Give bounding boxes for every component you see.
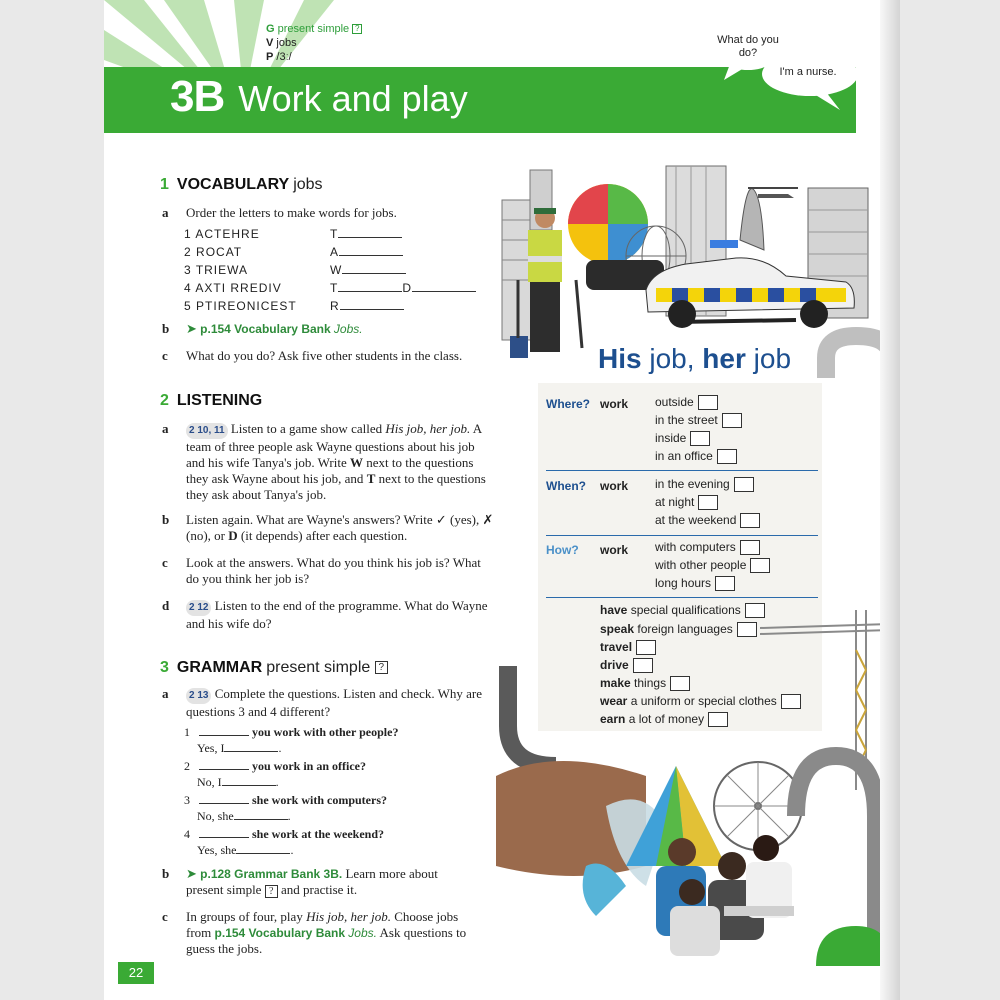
where-item-inside: inside [655,431,710,446]
answer-checkbox[interactable] [740,513,760,528]
game-title: His job, her job [598,343,792,374]
divider [546,535,818,536]
answer-checkbox[interactable] [690,431,710,446]
section-vocabulary-heading: 1 VOCABULARY jobs [160,176,323,193]
divider [546,597,818,598]
answer-checkbox[interactable] [737,622,757,637]
bubble-answer: I'm a nurse. [779,66,837,78]
audio-track-icon[interactable]: 2 13 [186,688,211,704]
textbook-page [104,0,892,1000]
vocab-b: b ➤ p.154 Vocabulary Bank Jobs. [162,321,363,336]
divider [546,470,818,471]
page-edge-shadow [880,0,900,1000]
vocab-answer-1[interactable]: T [330,227,402,241]
where-item-outside: outside [655,395,718,410]
how-label: How? [546,543,579,557]
grammar-bank-link[interactable]: p.128 Grammar Bank 3B. [200,867,343,881]
listening-a: a 2 10, 11 Listen to a game show called His job, her job. A team of three people ask Wayne questions about his job and his wife Tanya's job. Write W next to the questions they ask Wayne about his job, and T next to the questions they ask about Tanya's job. [162,421,486,502]
grammar-a: a 2 13 Complete the questions. Listen and check. Why are questions 3 and 4 different? [162,686,482,719]
answer-checkbox[interactable] [636,640,656,655]
answer-checkbox[interactable] [750,558,770,573]
vocab-answer-3[interactable]: W [330,263,406,277]
vocab-word-5: 5 PTIREONICEST [184,299,297,313]
question-box-icon: ? [265,885,278,898]
vocab-word-2: 2 ROCAT [184,245,243,259]
question-box-icon: ? [352,24,362,34]
unit-title-text: Work and play [238,78,468,119]
when-item-night: at night [655,495,718,510]
other-item-travel: travel [600,640,656,655]
unit-number: 3B [170,72,225,121]
answer-checkbox[interactable] [698,395,718,410]
section-listening-heading: 2 LISTENING [160,392,263,409]
when-item-weekend: at the weekend [655,513,760,528]
answer-checkbox[interactable] [722,413,742,428]
other-item-languages: speak foreign languages [600,622,757,637]
other-item-earn: earn a lot of money [600,712,728,727]
bubble-question: What do you do? [717,34,779,59]
answer-checkbox[interactable] [740,540,760,555]
when-label: When? [546,479,586,493]
vocab-answer-5[interactable]: R [330,299,404,313]
other-item-wear: wear a uniform or special clothes [600,694,801,709]
vocab-bank-link[interactable]: p.154 Vocabulary Bank [214,926,346,940]
grammar-question-2: 2 you work in an office? No, I . [184,759,366,789]
page-number: 22 [118,962,154,984]
how-item-people: with other people [655,558,770,573]
answer-checkbox[interactable] [698,495,718,510]
other-item-make: make things [600,676,690,691]
when-item-evening: in the evening [655,477,754,492]
answer-checkbox[interactable] [715,576,735,591]
where-label: Where? [546,397,591,411]
grammar-c: c In groups of four, play His job, her job. Choose jobs from p.154 Vocabulary Bank Jobs. Ask questions to guess the jobs. [162,909,467,956]
other-item-drive: drive [600,658,653,673]
section-grammar-heading: 3 GRAMMAR present simple ? [160,659,388,677]
vocab-c: c What do you do? Ask five other students in the class. [162,348,463,363]
when-verb: work [600,479,629,493]
how-item-computers: with computers [655,540,760,555]
vocab-a: a Order the letters to make words for jobs. [162,205,397,220]
people-collage-illustration [496,666,892,966]
grammar-question-3: 3 she work with computers? No, she . [184,793,387,823]
where-verb: work [600,397,629,411]
answer-checkbox[interactable] [734,477,754,492]
listening-d: d 2 12 Listen to the end of the programme. What do Wayne and his wife do? [162,598,488,631]
arrow-icon: ➤ [186,866,197,881]
audio-track-icon[interactable]: 2 12 [186,600,211,616]
grammar-question-1: 1 you work with other people? Yes, I . [184,725,399,755]
vocab-word-1: 1 ACTEHRE [184,227,260,241]
vocab-answer-2[interactable]: A [330,245,403,259]
listening-b: b Listen again. What are Wayne's answers? Write ✓ (yes), ✗ (no), or D (it depends) after each question. [162,512,494,543]
arrow-icon: ➤ [186,321,197,336]
unit-title [170,72,468,122]
answer-checkbox[interactable] [717,449,737,464]
question-box-icon: ? [375,661,388,674]
vocab-answer-4[interactable]: T D [330,281,476,295]
where-item-office: in an office [655,449,737,464]
vocab-word-4: 4 AXTI RREDIV [184,281,282,295]
how-verb: work [600,543,629,557]
audio-track-icon[interactable]: 2 10, 11 [186,423,228,439]
other-item-qualifications: have special qualifications [600,603,765,618]
unit-meta: G present simple ? V jobs P /3ː/ [266,22,362,64]
vocab-word-3: 3 TRIEWA [184,263,249,277]
listening-c: c Look at the answers. What do you think his job is? What do you think her job is? [162,555,481,586]
where-item-street: in the street [655,413,742,428]
how-item-hours: long hours [655,576,735,591]
grammar-b: b ➤ p.128 Grammar Bank 3B. Learn more about present simple ? and practise it. [162,866,438,897]
vocab-bank-link[interactable]: p.154 Vocabulary Bank [200,322,331,336]
grammar-question-4: 4 she work at the weekend? Yes, she . [184,827,384,857]
